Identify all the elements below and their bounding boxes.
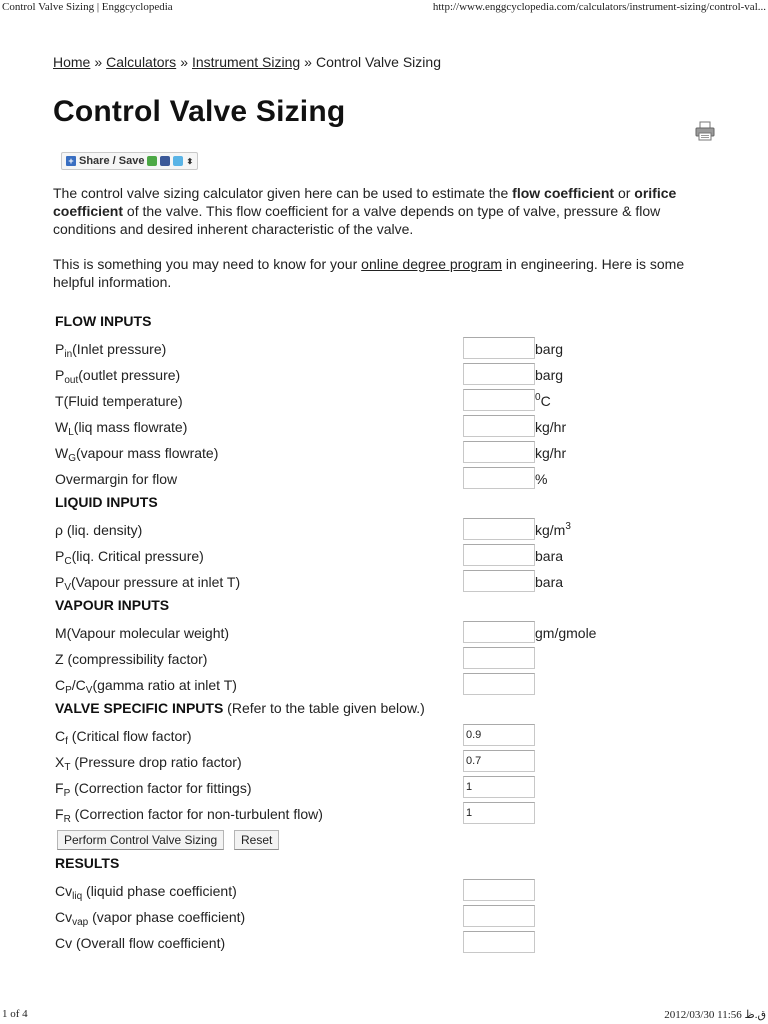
unit-label	[535, 393, 551, 409]
field-row-vapour-mass-flowrate	[55, 441, 695, 467]
field-row-cv-vapor	[55, 905, 695, 931]
non-turbulent-factor-input[interactable]	[463, 802, 535, 824]
symbol: X	[55, 754, 65, 770]
cv-vapor-output[interactable]	[463, 905, 535, 927]
critical-pressure-label	[55, 548, 204, 567]
symbol-subscript: R	[63, 814, 71, 825]
field-row-cv-liquid	[55, 879, 695, 905]
reset-button[interactable]: Reset	[234, 830, 279, 850]
twitter-icon	[173, 156, 183, 166]
compressibility-label: Z (compressibility factor)	[55, 651, 208, 667]
liq-density-label: ρ (liq. density)	[55, 522, 143, 538]
breadcrumb-separator: »	[304, 54, 312, 70]
symbol: C	[55, 677, 66, 693]
section-valve-specific-inputs	[55, 699, 695, 724]
pressure-drop-ratio-label	[55, 754, 242, 773]
field-row-vapour-pressure	[55, 570, 695, 596]
symbol-subscript: C	[64, 556, 72, 567]
section-heading	[55, 700, 425, 716]
description: (liquid phase coefficient)	[82, 883, 237, 899]
description: (Vapour pressure at inlet T)	[71, 574, 241, 590]
description: (vapor phase coefficient)	[88, 909, 246, 925]
symbol-subscript: f	[65, 736, 68, 747]
liq-mass-flowrate-input[interactable]	[463, 415, 535, 437]
field-row-critical-flow-factor	[55, 724, 695, 750]
share-save-button[interactable]	[61, 152, 198, 170]
field-row-inlet-pressure	[55, 337, 695, 363]
symbol: Cv	[55, 883, 73, 899]
form-buttons	[55, 828, 695, 854]
symbol: W	[55, 419, 69, 435]
description: (vapour mass flowrate)	[76, 445, 219, 461]
print-header-title: Control Valve Sizing | Enggcyclopedia	[2, 1, 173, 13]
page-count: 1 of 4	[2, 1008, 28, 1020]
section-liquid-inputs	[55, 493, 695, 518]
intro-paragraph-1	[53, 184, 713, 238]
unit-text: C	[540, 393, 551, 409]
intro-text-span: This is something you may need to know for your	[53, 256, 362, 272]
intro-text-span: or	[614, 185, 635, 201]
breadcrumb-home-link[interactable]: Home	[53, 54, 91, 70]
symbol: P	[55, 341, 65, 357]
symbol: P	[55, 548, 65, 564]
vapour-pressure-label	[55, 574, 241, 593]
share-green-icon	[147, 156, 157, 166]
description: (Critical flow factor)	[67, 728, 192, 744]
field-row-pressure-drop-ratio	[55, 750, 695, 776]
breadcrumb-separator: »	[94, 54, 103, 70]
breadcrumb-current: Control Valve Sizing	[315, 54, 441, 70]
inlet-pressure-label	[55, 341, 167, 360]
field-row-fluid-temperature	[55, 389, 695, 415]
field-row-fittings-factor	[55, 776, 695, 802]
intro-text-span: in engineering. Here is some helpful information.	[53, 256, 685, 290]
fittings-factor-label	[55, 780, 252, 799]
printer-icon[interactable]	[695, 121, 715, 141]
share-plus-icon: +	[66, 156, 76, 166]
liq-mass-flowrate-label	[55, 419, 188, 438]
symbol: F	[55, 780, 64, 796]
overmargin-label: Overmargin for flow	[55, 471, 178, 487]
intro-text-span: The control valve sizing calculator given here can be used to estimate the	[53, 185, 513, 201]
symbol-subscript: G	[68, 453, 76, 464]
print-header-url: http://www.enggcyclopedia.com/calculators/instrument-sizing/control-val...	[432, 1, 766, 13]
print-footer	[0, 1008, 768, 1024]
section-vapour-inputs	[55, 596, 695, 621]
orifice-coefficient-term: orifice coefficient	[53, 185, 677, 219]
section-flow-inputs	[55, 312, 695, 337]
flow-coefficient-term: flow coefficient	[512, 185, 615, 201]
vapour-mass-flowrate-input[interactable]	[463, 441, 535, 463]
breadcrumb-instrument-sizing-link[interactable]: Instrument Sizing	[191, 54, 301, 70]
symbol-subscript: liq	[72, 891, 83, 902]
unit-label: kg/hr	[535, 419, 567, 435]
field-row-critical-pressure	[55, 544, 695, 570]
breadcrumb	[53, 52, 713, 72]
description: (Fluid temperature)	[63, 393, 183, 409]
section-results	[55, 854, 695, 879]
inlet-pressure-input[interactable]	[463, 337, 535, 359]
field-row-gamma-ratio	[55, 673, 695, 699]
gamma-ratio-label	[55, 677, 237, 696]
field-row-liq-density	[55, 518, 695, 544]
unit-label: gm/gmole	[535, 625, 597, 641]
page-title: Control Valve Sizing	[53, 95, 346, 128]
symbol-subscript: P	[63, 788, 71, 799]
section-heading: LIQUID INPUTS	[55, 494, 158, 510]
description: (liq mass flowrate)	[73, 419, 188, 435]
symbol-subscript: T	[64, 762, 71, 773]
unit-label: bara	[535, 574, 564, 590]
fittings-factor-input[interactable]	[463, 776, 535, 798]
description: (Correction factor for non-turbulent flow)	[70, 806, 323, 822]
field-row-overmargin	[55, 467, 695, 493]
share-save-label: Share / Save	[79, 155, 145, 167]
description: (Inlet pressure)	[72, 341, 167, 357]
unit-text: kg/m	[535, 522, 566, 538]
symbol-subscript: vap	[72, 917, 89, 928]
intro-text-span: of the valve. This flow coefficient for a valve depends on type of valve, pressure & flow conditions and desired inherent characteristic of the valve.	[53, 203, 661, 237]
symbol: P	[55, 574, 65, 590]
symbol: P	[55, 367, 65, 383]
breadcrumb-calculators-link[interactable]: Calculators	[106, 54, 177, 70]
symbol-subscript: V	[64, 582, 72, 593]
perform-sizing-button[interactable]: Perform Control Valve Sizing	[57, 830, 224, 850]
unit-label: %	[535, 471, 548, 487]
outlet-pressure-label	[55, 367, 181, 386]
symbol: F	[55, 806, 64, 822]
non-turbulent-factor-label	[55, 806, 323, 825]
gamma-ratio-input[interactable]	[463, 673, 535, 695]
share-dropdown-arrow-icon: ⬍	[186, 156, 194, 166]
unit-superscript: 3	[565, 521, 571, 532]
section-heading: VAPOUR INPUTS	[55, 597, 170, 613]
symbol: C	[55, 728, 66, 744]
symbol: T	[55, 393, 64, 409]
symbol: Cv	[55, 909, 73, 925]
print-datetime: 2012/03/30 11:56 ق.ظ	[664, 1009, 766, 1021]
description: (liq. Critical pressure)	[71, 548, 204, 564]
cv-liquid-label	[55, 883, 237, 902]
fluid-temperature-label	[55, 393, 183, 409]
field-row-cv-overall	[55, 931, 695, 957]
description: (Correction factor for fittings)	[70, 780, 252, 796]
symbol-mid: /C	[71, 677, 86, 693]
field-row-non-turbulent-factor	[55, 802, 695, 828]
cv-vapor-label	[55, 909, 246, 928]
symbol-subscript: P	[65, 685, 72, 696]
unit-label: barg	[535, 341, 564, 357]
overmargin-input[interactable]	[463, 467, 535, 489]
molecular-weight-input[interactable]	[463, 621, 535, 643]
critical-flow-factor-label	[55, 728, 192, 747]
main-content	[53, 52, 713, 951]
description: (gamma ratio at inlet T)	[92, 677, 237, 693]
facebook-icon	[160, 156, 170, 166]
unit-superscript: 0	[535, 392, 541, 403]
critical-pressure-input[interactable]	[463, 544, 535, 566]
cv-overall-label: Cv (Overall flow coefficient)	[55, 935, 226, 951]
intro-paragraph-2	[53, 255, 713, 291]
description: (Pressure drop ratio factor)	[70, 754, 242, 770]
vapour-mass-flowrate-label	[55, 445, 219, 464]
unit-label: barg	[535, 367, 564, 383]
cv-liquid-output[interactable]	[463, 879, 535, 901]
unit-label	[535, 522, 571, 538]
vapour-pressure-input[interactable]	[463, 570, 535, 592]
section-heading-text: VALVE SPECIFIC INPUTS	[55, 700, 224, 716]
symbol-subscript: out	[64, 375, 79, 386]
section-note: (Refer to the table given below.)	[223, 700, 425, 716]
molecular-weight-label: M(Vapour molecular weight)	[55, 625, 230, 641]
calculator-form	[55, 312, 695, 957]
symbol-subscript: V	[85, 685, 93, 696]
section-heading: RESULTS	[55, 855, 120, 871]
symbol-subscript: in	[64, 349, 73, 360]
symbol-subscript: L	[68, 427, 74, 438]
print-header	[0, 1, 768, 17]
field-row-molecular-weight	[55, 621, 695, 647]
liq-density-input[interactable]	[463, 518, 535, 540]
unit-label: bara	[535, 548, 564, 564]
online-degree-program-link[interactable]: online degree program	[361, 256, 503, 272]
description: (outlet pressure)	[78, 367, 181, 383]
critical-flow-factor-input[interactable]	[463, 724, 535, 746]
unit-label: kg/hr	[535, 445, 567, 461]
intro-text	[53, 184, 713, 308]
cv-overall-output[interactable]	[463, 931, 535, 953]
compressibility-input[interactable]	[463, 647, 535, 669]
section-heading: FLOW INPUTS	[55, 313, 152, 329]
field-row-outlet-pressure	[55, 363, 695, 389]
fluid-temperature-input[interactable]	[463, 389, 535, 411]
symbol: W	[55, 445, 69, 461]
breadcrumb-separator: »	[180, 54, 188, 70]
field-row-compressibility	[55, 647, 695, 673]
outlet-pressure-input[interactable]	[463, 363, 535, 385]
pressure-drop-ratio-input[interactable]	[463, 750, 535, 772]
field-row-liq-mass-flowrate	[55, 415, 695, 441]
